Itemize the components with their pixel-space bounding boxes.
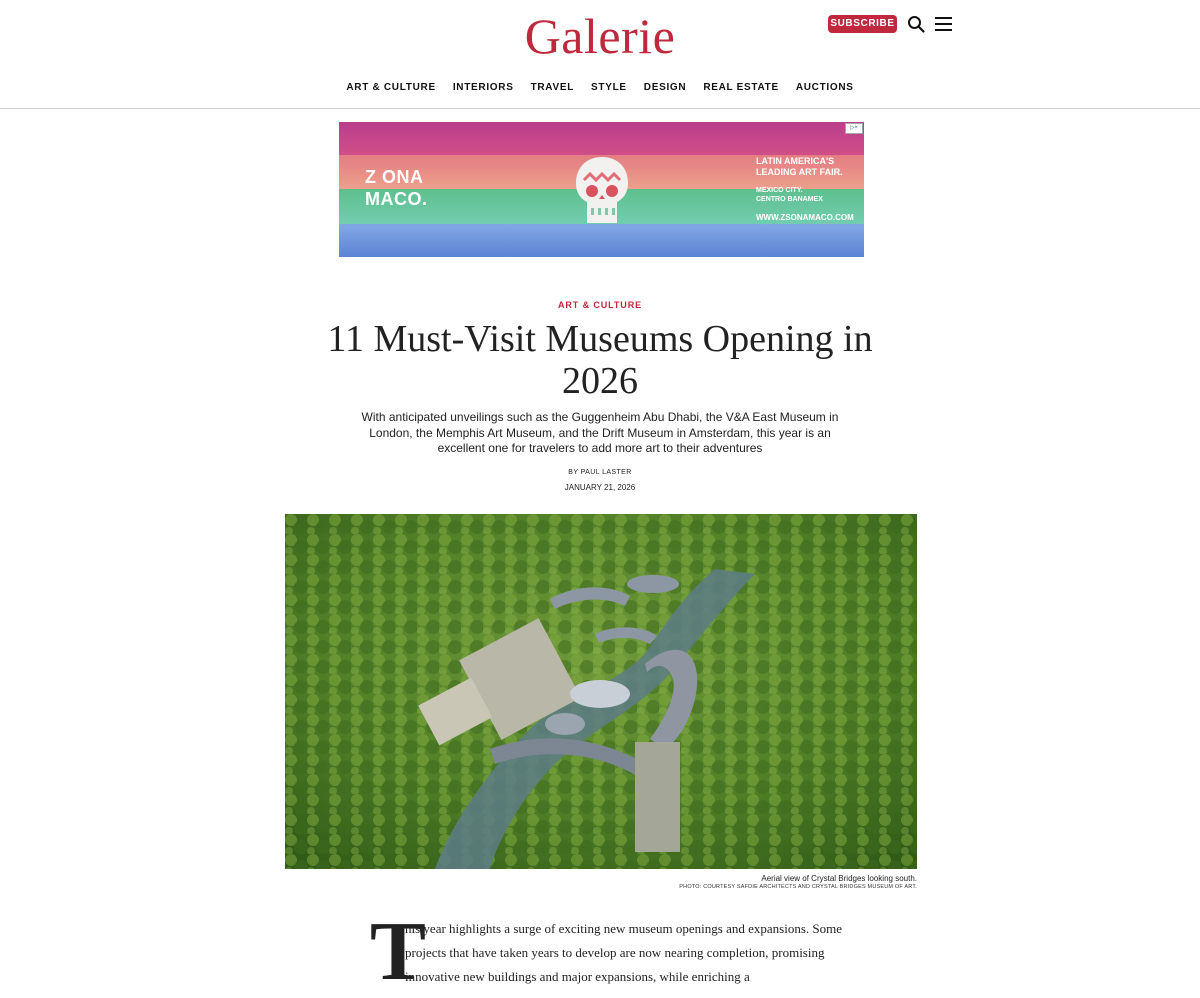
ad-logo-line1: Z ONA xyxy=(365,167,424,187)
ad-band-blue xyxy=(339,224,864,257)
article-date: JANUARY 21, 2026 xyxy=(564,483,636,492)
ad-logo-line2: MACO. xyxy=(365,189,428,209)
nav-item-art-culture[interactable]: ART & CULTURE xyxy=(346,82,436,93)
nav-item-style[interactable]: STYLE xyxy=(591,82,627,93)
ad-tagline xyxy=(756,156,843,178)
nav-item-auctions[interactable]: AUCTIONS xyxy=(795,82,854,93)
ad-choices-icon[interactable]: ▷× xyxy=(845,123,863,134)
article-byline[interactable]: BY PAUL LASTER xyxy=(568,469,632,476)
search-icon[interactable] xyxy=(907,15,925,33)
ad-logo xyxy=(365,166,428,210)
ad-band-magenta xyxy=(339,122,864,155)
ad-venue-line1: MEXICO CITY. xyxy=(756,187,803,194)
ad-url[interactable]: WWW.ZSONAMACO.COM xyxy=(756,213,854,222)
hamburger-menu-icon[interactable] xyxy=(935,16,952,32)
ad-venue-line2: CENTRO BANAMEX xyxy=(756,196,823,203)
nav-item-travel[interactable]: TRAVEL xyxy=(530,82,575,93)
subscribe-button[interactable]: SUBSCRIBE xyxy=(828,15,897,33)
drop-cap: T xyxy=(370,905,427,998)
site-header xyxy=(0,0,1200,109)
ad-tagline-line2: LEADING ART FAIR. xyxy=(756,167,843,177)
skull-icon xyxy=(573,155,631,225)
main-nav xyxy=(0,82,1200,93)
article-body: his year highlights a surge of exciting new museum openings and expansions. Some projects that have taken years to develop are now nearing completion, promising innovative new buildings and major expansions, while enriching a xyxy=(405,921,842,984)
ad-tagline-line1: LATIN AMERICA'S xyxy=(756,156,835,166)
nav-item-interiors[interactable]: INTERIORS xyxy=(452,82,514,93)
nav-item-design[interactable]: DESIGN xyxy=(643,82,687,93)
nav-item-real-estate[interactable]: REAL ESTATE xyxy=(703,82,779,93)
image-credit: PHOTO: COURTESY SAFDIE ARCHITECTS AND CRYSTAL BRIDGES MUSEUM OF ART. xyxy=(679,884,917,890)
ad-venue xyxy=(756,186,823,204)
article-title: 11 Must-Visit Museums Opening in 2026 xyxy=(327,318,873,402)
hero-image xyxy=(285,514,917,869)
article-category[interactable]: ART & CULTURE xyxy=(557,300,643,310)
image-caption: Aerial view of Crystal Bridges looking south. xyxy=(761,874,917,883)
ad-banner[interactable] xyxy=(339,122,864,257)
site-logo[interactable]: Galerie xyxy=(524,8,676,64)
article-dek: With anticipated unveilings such as the Guggenheim Abu Dhabi, the V&A East Museum in London, the Memphis Art Museum, and the Drift Museum in Amsterdam, this year is an excellent one for travelers to add more art to their adventures xyxy=(361,410,839,455)
